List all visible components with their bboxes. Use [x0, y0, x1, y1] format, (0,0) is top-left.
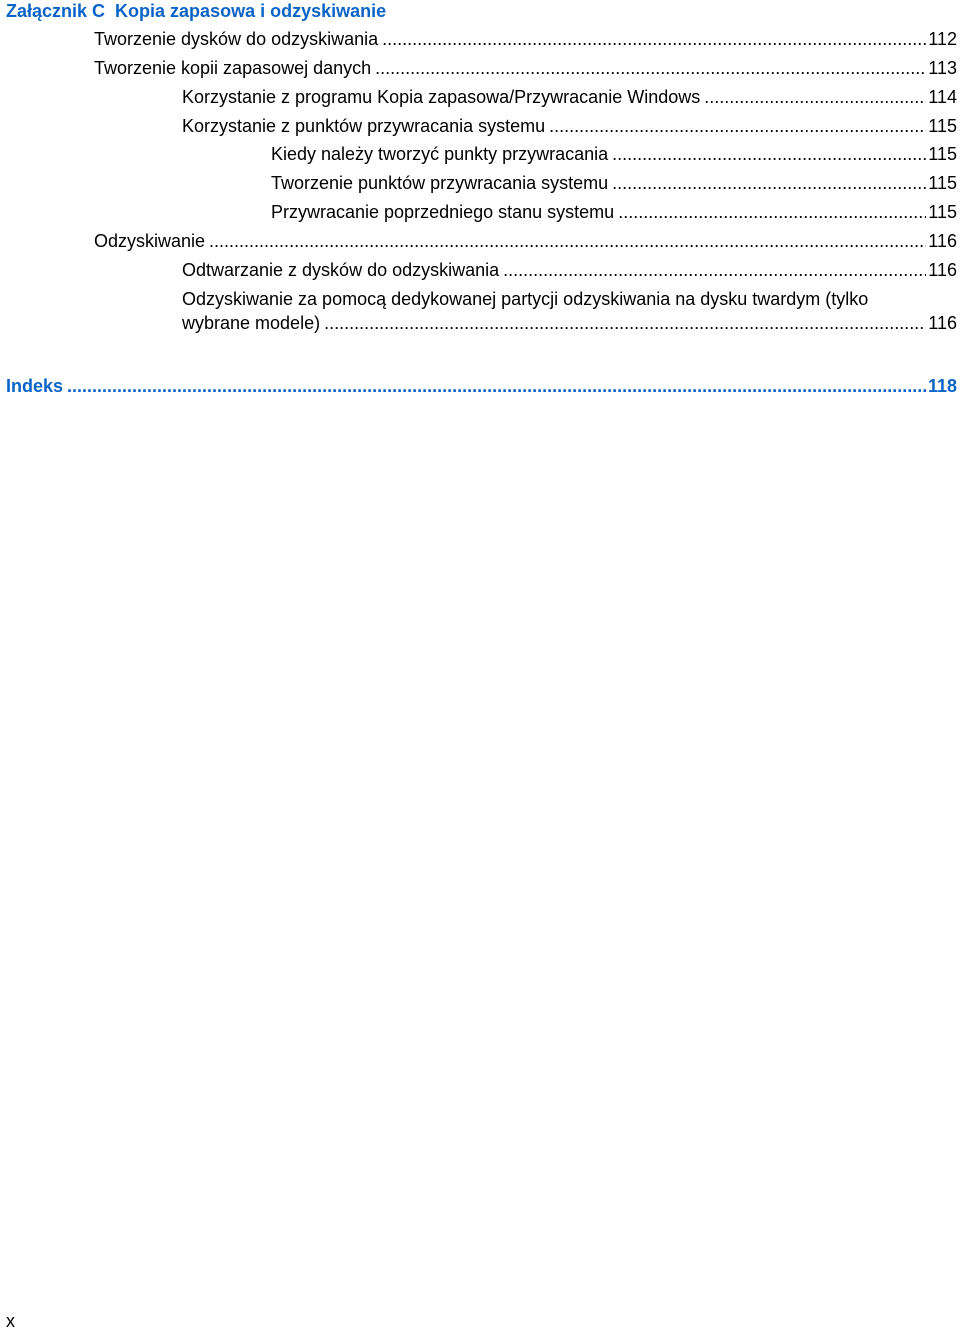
toc-entry[interactable]	[94, 27, 957, 51]
toc-entry-title: Tworzenie kopii zapasowej danych	[94, 58, 372, 78]
toc-entry-page: 116	[928, 313, 957, 333]
toc-entry-page: 114	[928, 87, 957, 107]
index-title: Indeks	[6, 376, 64, 396]
toc-entry-title: Korzystanie z punktów przywracania systemu	[182, 116, 546, 136]
index-page: 118	[927, 376, 957, 396]
dot-leader	[324, 311, 926, 335]
toc-entry-page: 115	[928, 144, 957, 164]
toc-entry-title: Korzystanie z programu Kopia zapasowa/Przywracanie Windows	[182, 87, 701, 107]
dot-leader	[704, 85, 926, 109]
toc-entry-title: Przywracanie poprzedniego stanu systemu	[271, 202, 615, 222]
dot-leader	[375, 56, 926, 80]
dot-leader	[67, 374, 926, 398]
toc-entry[interactable]	[271, 142, 957, 166]
toc-entry[interactable]	[271, 171, 957, 195]
page-folio: x	[6, 1311, 15, 1331]
toc-entry-page: 112	[928, 29, 957, 49]
toc-entry-page: 115	[928, 202, 957, 222]
dot-leader	[618, 200, 926, 224]
toc-entry-page: 115	[928, 116, 957, 136]
dot-leader	[382, 27, 926, 51]
toc-entry[interactable]	[182, 258, 957, 282]
toc-entry-title: Odzyskiwanie	[94, 231, 206, 251]
dot-leader	[612, 142, 926, 166]
index-entry[interactable]	[6, 374, 957, 398]
toc-entry[interactable]	[182, 287, 957, 335]
chapter-title: Kopia zapasowa i odzyskiwanie	[115, 1, 387, 21]
toc-entry-title: Odzyskiwanie za pomocą dedykowanej partycji odzyskiwania na dysku twardym (tylko	[182, 289, 869, 309]
dot-leader	[503, 258, 926, 282]
dot-leader	[549, 114, 926, 138]
toc-entry-page: 113	[928, 58, 957, 78]
toc-entry[interactable]	[94, 56, 957, 80]
chapter-heading[interactable]	[6, 0, 956, 22]
toc-entry[interactable]	[182, 114, 957, 138]
dot-leader	[209, 229, 926, 253]
toc-entry-title: Tworzenie punktów przywracania systemu	[271, 173, 609, 193]
toc-entry-page: 116	[928, 231, 957, 251]
toc-entry[interactable]	[271, 200, 957, 224]
toc-entry-page: 116	[928, 260, 957, 280]
toc-entry-page: 115	[928, 173, 957, 193]
toc-entry-title: Tworzenie dysków do odzyskiwania	[94, 29, 379, 49]
toc-entry[interactable]	[94, 229, 957, 253]
toc-entry-title: Odtwarzanie z dysków do odzyskiwania	[182, 260, 500, 280]
toc-entry-title: Kiedy należy tworzyć punkty przywracania	[271, 144, 609, 164]
dot-leader	[612, 171, 926, 195]
toc-entry-title-continued: wybrane modele)	[182, 313, 321, 333]
toc-entry[interactable]	[182, 85, 957, 109]
chapter-number: Załącznik C	[6, 1, 106, 21]
